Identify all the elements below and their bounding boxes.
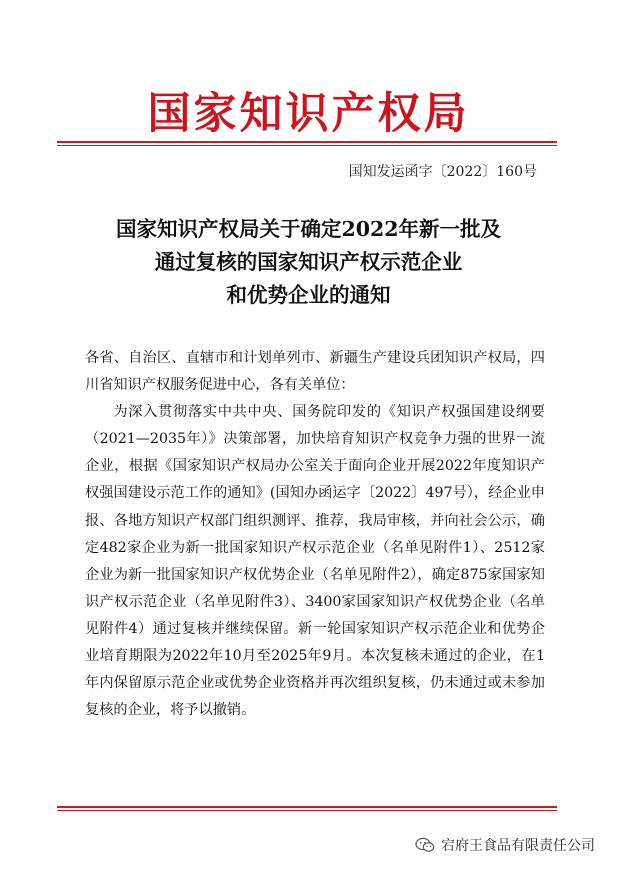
- title-line-3: 和优势企业的通知: [226, 283, 391, 307]
- title-line-1: 国家知识产权局关于确定2022年新一批及: [115, 217, 502, 241]
- footer-red-rule: [57, 806, 557, 808]
- wechat-source-watermark: [415, 835, 595, 855]
- document-number: 国知发运函字〔2022〕160号: [348, 164, 537, 180]
- header-red-rule-thin: [57, 145, 557, 146]
- document-body: [85, 345, 545, 724]
- salutation: 各省、自治区、直辖市和计划单列市、新疆生产建设兵团知识产权局，四川省知识产权服务促进中心，各有关单位：: [85, 350, 545, 394]
- issuing-agency-header: 国家知识产权局: [147, 89, 470, 139]
- wechat-account-name: 宕府王食品有限责任公司: [441, 838, 595, 854]
- header-red-rule-top: [57, 141, 557, 143]
- wechat-icon: [415, 837, 435, 853]
- footer-red-rule-thin: [57, 810, 557, 811]
- document-title: [0, 213, 617, 312]
- title-line-2: 通过复核的国家知识产权示范企业: [154, 250, 463, 274]
- body-paragraph: 为深入贯彻落实中共中央、国务院印发的《知识产权强国建设纲要（2021—2035年）》决策部署，加快培育知识产权竞争力强的世界一流企业，根据《国家知识产权局办公室关于面向企业开展2022年度知识产权强国建设示范工作的通知》(国知办函运字〔2022〕497号），经企业申报、各地方知识产权部门组织测评、推荐，我局审核，并向社会公示，确定482家企业为新一批国家知识产权示范企业（名单见附件1）、2512家企业为新一批国家知识产权优势企业（名单见附件2），确定875家国家知识产权示范企业（名单见附件3）、3400家国家知识产权优势企业（名单见附件4）通过复核并继续保留。新一轮国家知识产权示范企业和优势企业培育期限为2022年10月至2025年9月。本次复核未通过的企业，在1年内保留原示范企业或优势企业资格并再次组织复核，仍未通过或未参加复核的企业，将予以撤销。: [85, 404, 545, 719]
